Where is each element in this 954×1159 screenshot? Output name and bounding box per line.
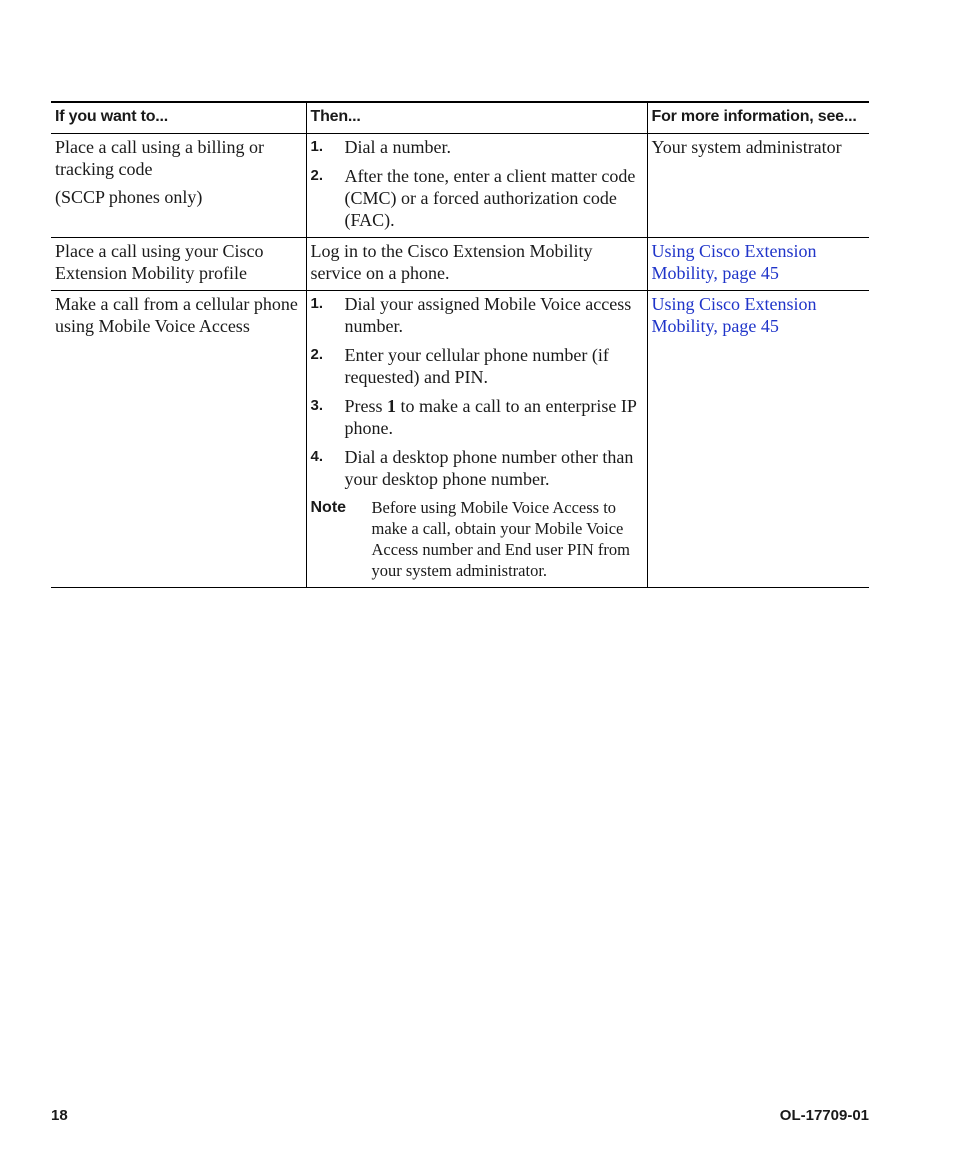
info-cell — [647, 238, 869, 291]
step-number: 2. — [310, 167, 324, 184]
step-list — [311, 293, 643, 490]
then-cell — [306, 238, 647, 291]
then-text: Log in to the Cisco Extension Mobility service on a phone. — [310, 241, 593, 283]
cross-reference-link[interactable]: Using Cisco Extension Mobility, page 45 — [651, 294, 817, 336]
note-text: Before using Mobile Voice Access to make a call, obtain your Mobile Voice Access number and End user PIN from your system administrator. — [371, 498, 630, 580]
step-text: After the tone, enter a client matter code (CMC) or a forced authorization code (FAC). — [344, 166, 636, 230]
step-item — [311, 136, 643, 158]
step-number: 1. — [310, 138, 324, 155]
info-text: Your system administrator — [651, 137, 842, 157]
want-text: Make a call from a cellular phone using Mobile Voice Access — [55, 294, 298, 336]
cross-reference-link[interactable]: Using Cisco Extension Mobility, page 45 — [651, 241, 817, 283]
want-qualifier: (SCCP phones only) — [55, 187, 203, 207]
step-text-after: to make a call to an enterprise IP phone. — [344, 396, 637, 438]
step-item — [311, 446, 643, 490]
step-number: 3. — [310, 397, 324, 414]
table-row — [51, 291, 869, 588]
document-id: OL-17709-01 — [779, 1107, 869, 1124]
want-cell — [51, 291, 306, 588]
step-text: Dial your assigned Mobile Voice access number. — [344, 294, 632, 336]
note-block — [311, 497, 643, 581]
step-list — [311, 136, 643, 231]
table-row — [51, 134, 869, 238]
table-row — [51, 238, 869, 291]
step-text: Dial a number. — [344, 137, 451, 157]
step-number: 2. — [310, 346, 324, 363]
info-cell — [647, 291, 869, 588]
header-more-information: For more information, see... — [647, 102, 869, 134]
step-item — [311, 293, 643, 337]
step-item — [311, 395, 643, 439]
step-text — [345, 395, 643, 439]
step-text-before: Press — [344, 396, 388, 416]
page-number: 18 — [51, 1107, 68, 1124]
procedure-table — [51, 101, 869, 588]
step-text: Dial a desktop phone number other than your desktop phone number. — [344, 447, 634, 489]
step-item — [311, 344, 643, 388]
want-text: Place a call using a billing or tracking code — [55, 137, 264, 179]
step-number: 4. — [310, 448, 324, 465]
want-cell — [51, 134, 306, 238]
table-header-row — [51, 102, 869, 134]
step-text: Enter your cellular phone number (if requested) and PIN. — [344, 345, 609, 387]
want-text: Place a call using your Cisco Extension Mobility profile — [55, 241, 264, 283]
step-number: 1. — [310, 295, 324, 312]
header-then: Then... — [306, 102, 647, 134]
info-cell — [647, 134, 869, 238]
step-item — [311, 165, 643, 231]
want-cell — [51, 238, 306, 291]
header-if-you-want-to: If you want to... — [51, 102, 306, 134]
then-cell — [306, 134, 647, 238]
note-label: Note — [310, 499, 347, 516]
key-label: 1 — [387, 396, 397, 416]
then-cell — [306, 291, 647, 588]
